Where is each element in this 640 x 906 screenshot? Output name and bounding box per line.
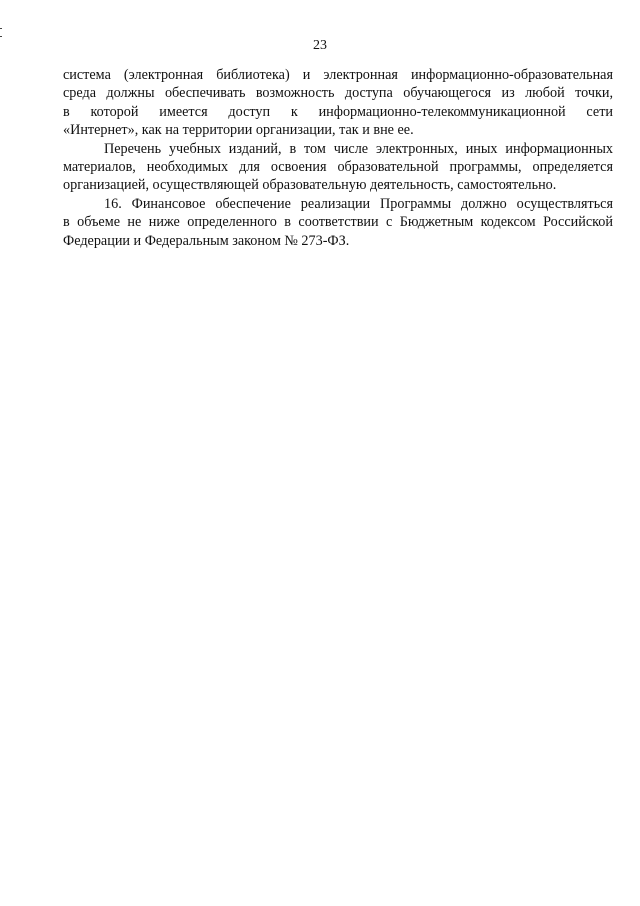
text-line: Перечень учебных изданий, в том числе электронных, иных информационных (104, 140, 613, 157)
text-line: в которой имеется доступ к информационно-телекоммуникационной сети (63, 103, 613, 120)
paragraph-textbooks-list (63, 140, 613, 195)
text-line: в объеме не ниже определенного в соответствии с Бюджетным кодексом Российской (63, 214, 613, 231)
text-line: Федерации и Федеральным законом № 273-ФЗ. (63, 232, 350, 249)
text-line: материалов, необходимых для освоения образовательной программы, определяется (63, 159, 613, 176)
body-text (63, 66, 613, 250)
paragraph-financial-support (63, 195, 613, 250)
text-line: организацией, осуществляющей образовательную деятельность, самостоятельно. (63, 177, 557, 194)
page-number: 23 (313, 38, 327, 53)
text-line: среда должны обеспечивать возможность доступа обучающегося из любой точки, (63, 85, 613, 102)
text-line: «Интернет», как на территории организации, так и вне ее. (63, 122, 414, 139)
text-line: система (электронная библиотека) и электронная информационно-образовательная (63, 67, 613, 83)
paragraph-library-access (63, 66, 613, 140)
scan-edge-mark (0, 28, 2, 29)
text-line: 16. Финансовое обеспечение реализации Программы должно осуществляться (104, 195, 613, 212)
scan-edge-mark (0, 36, 2, 37)
